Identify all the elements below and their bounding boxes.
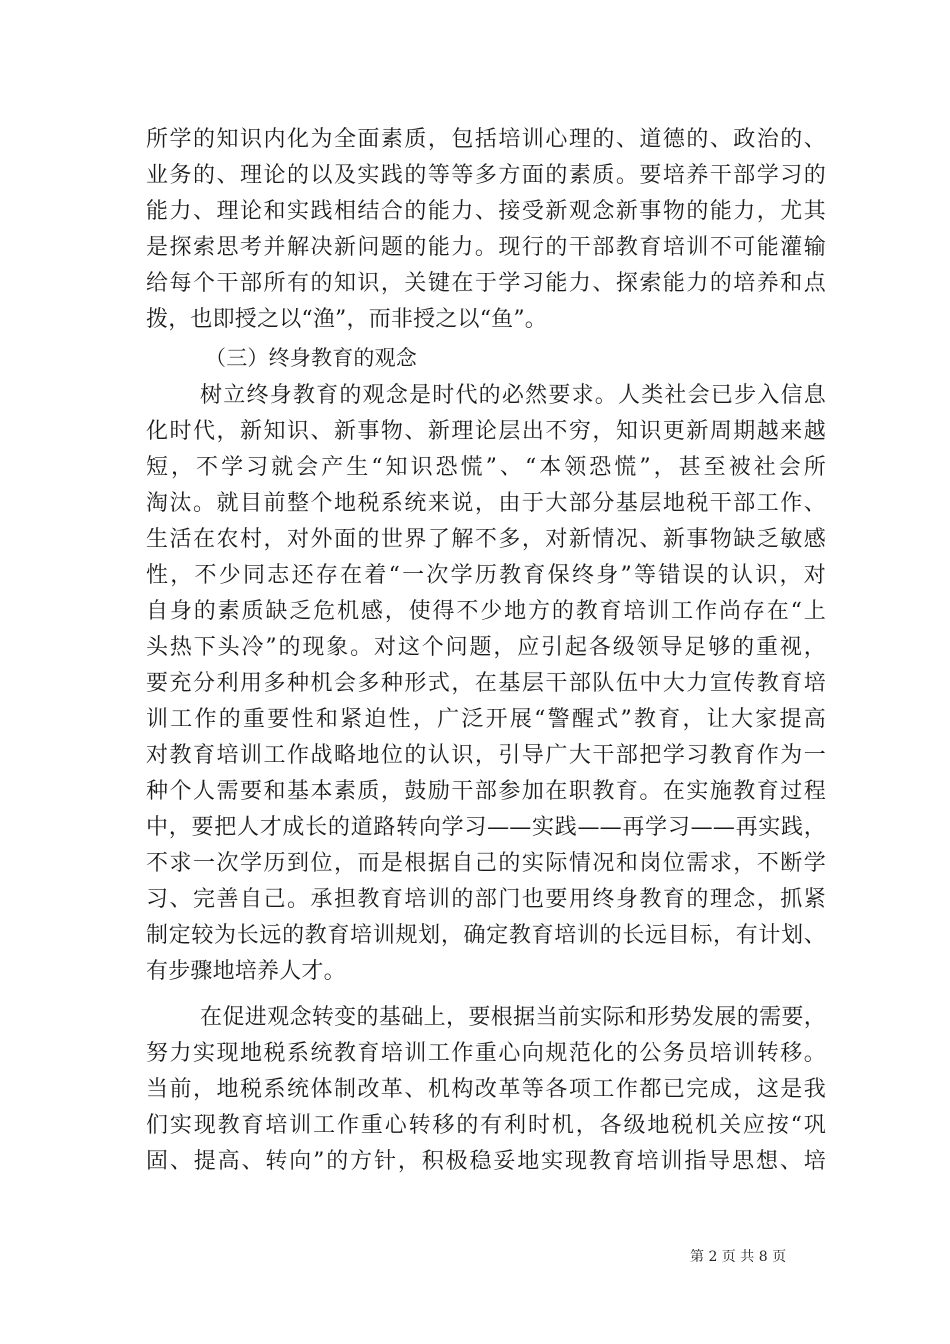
text-line: 当前，地税系统体制改革、机构改革等各项工作都已完成，这是我 xyxy=(146,1077,826,1102)
text-line: 业务的、理论的以及实践的等等多方面的素质。要培养干部学习的 xyxy=(146,163,826,188)
text-line: 中，要把人才成长的道路转向学习——实践——再学习——再实践， xyxy=(146,815,826,840)
text-line: 给每个干部所有的知识，关键在于学习能力、探索能力的培养和点 xyxy=(146,271,826,296)
text-line: 是探索思考并解决新问题的能力。现行的干部教育培训不可能灌输 xyxy=(146,235,826,260)
text-line: 能力、理论和实践相结合的能力、接受新观念新事物的能力，尤其 xyxy=(146,199,826,224)
text-line: 习、完善自己。承担教育培训的部门也要用终身教育的理念，抓紧 xyxy=(146,887,826,912)
text-line: 化时代，新知识、新事物、新理论层出不穷，知识更新周期越来越 xyxy=(146,419,826,444)
text-line: 在促进观念转变的基础上，要根据当前实际和形势发展的需要， xyxy=(200,1005,826,1030)
text-line: 自身的素质缺乏危机感，使得不少地方的教育培训工作尚存在“上 xyxy=(146,599,826,624)
text-line: 种个人需要和基本素质，鼓励干部参加在职教育。在实施教育过程 xyxy=(146,779,826,804)
text-line: 树立终身教育的观念是时代的必然要求。人类社会已步入信息 xyxy=(200,383,826,408)
text-line: 努力实现地税系统教育培训工作重心向规范化的公务员培训转移。 xyxy=(146,1041,826,1066)
text-line: 们实现教育培训工作重心转移的有利时机，各级地税机关应按“巩 xyxy=(146,1113,826,1138)
text-line: 要充分利用多种机会多种形式，在基层干部队伍中大力宣传教育培 xyxy=(146,671,826,696)
text-line: 拨，也即授之以“渔”，而非授之以“鱼”。 xyxy=(146,307,547,332)
text-line: 对教育培训工作战略地位的认识，引导广大干部把学习教育作为一 xyxy=(146,743,826,768)
text-line: 固、提高、转向”的方针，积极稳妥地实现教育培训指导思想、培 xyxy=(146,1149,826,1174)
text-line: 性，不少同志还存在着“一次学历教育保终身”等错误的认识，对 xyxy=(146,563,826,588)
text-line: 头热下头冷”的现象。对这个问题，应引起各级领导足够的重视， xyxy=(146,635,826,660)
text-line: 训工作的重要性和紧迫性，广泛开展“警醒式”教育，让大家提高 xyxy=(146,707,826,732)
section-heading: （三）终身教育的观念 xyxy=(205,346,417,370)
text-line: 短，不学习就会产生“知识恐慌”、“本领恐慌”，甚至被社会所 xyxy=(146,455,826,480)
text-line: 淘汰。就目前整个地税系统来说，由于大部分基层地税干部工作、 xyxy=(146,491,826,516)
page-number: 第 2 页 共 8 页 xyxy=(690,1249,787,1265)
text-line: 所学的知识内化为全面素质，包括培训心理的、道德的、政治的、 xyxy=(146,127,826,152)
text-line: 不求一次学历到位，而是根据自己的实际情况和岗位需求，不断学 xyxy=(146,851,826,876)
text-line: 生活在农村，对外面的世界了解不多，对新情况、新事物缺乏敏感 xyxy=(146,527,826,552)
text-line: 有步骤地培养人才。 xyxy=(146,959,346,984)
text-line: 制定较为长远的教育培训规划，确定教育培训的长远目标，有计划、 xyxy=(146,923,826,948)
